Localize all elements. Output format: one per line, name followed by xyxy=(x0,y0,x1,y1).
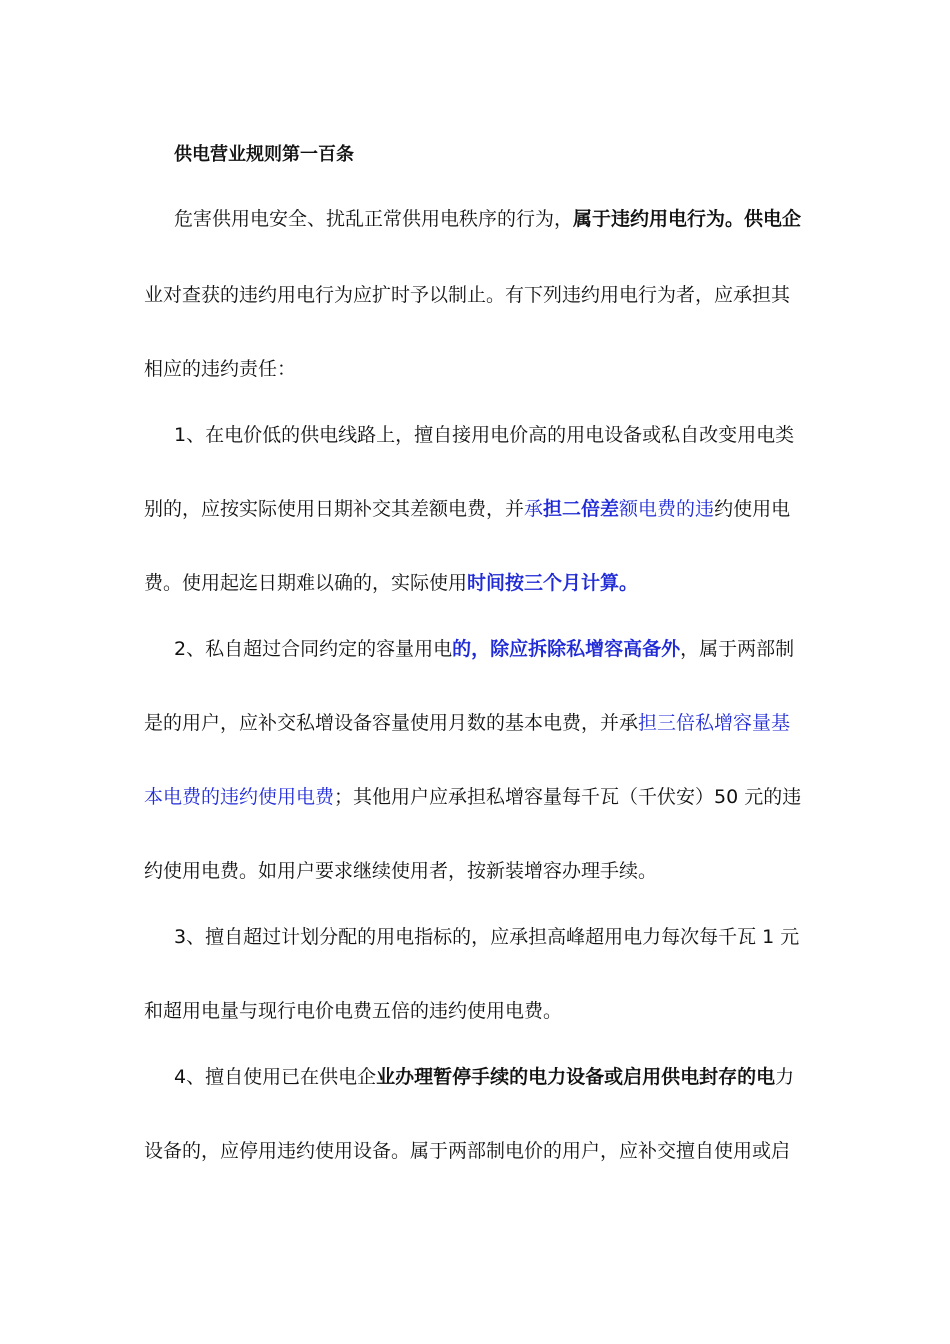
text-run-bold: 业办理暂停手续的电力设备或启用供电封存的电 xyxy=(376,1066,776,1088)
item1-line-2 xyxy=(144,496,814,522)
text-run: 危害供用电安全、扰乱正常供用电秩序的行为， xyxy=(174,208,574,230)
text-run: 有下列违约用电行为者，应承担其 xyxy=(505,284,791,306)
text-run: ，属于两部制 xyxy=(680,638,795,660)
item1-line-1: 1、在电价低的供电线路上，擅自接用电价高的用电设备或私自改变用电类 xyxy=(174,424,795,446)
item4-line-2: 设备的，应停用违约使用设备。属于两部制电价的用户，应补交擅自使用或启 xyxy=(144,1140,791,1162)
item4-line-1 xyxy=(174,1064,814,1090)
text-run-bold: 供电企 xyxy=(744,208,802,230)
text-run: 是的用户，应补交私增设备容量使用月数的基本电费，并承 xyxy=(144,712,639,734)
item2-line-3 xyxy=(144,784,814,810)
text-run-bold: 属于违约用电行为。 xyxy=(573,208,745,230)
highlight-run-bold: 时间按三个月计算。 xyxy=(467,572,639,594)
text-run: 4、擅自使用已在供电企 xyxy=(174,1066,377,1088)
text-run: 约使用电 xyxy=(714,498,791,520)
highlight-run: 本电费的违约使用电费 xyxy=(144,786,335,808)
intro-line-2 xyxy=(144,282,814,308)
highlight-run-bold: 的，除应拆除私增容高备外 xyxy=(452,638,681,660)
text-run: ；其他用户应承担私增容量每千瓦（千伏安）50 元的违 xyxy=(334,786,802,808)
text-run: 2、私自超过合同约定的容量用电 xyxy=(174,638,453,660)
highlight-run-bold: 担二倍差 xyxy=(543,498,620,520)
text-run: 业对查获的违约用电行为应扩时予以制止。 xyxy=(144,284,506,306)
highlight-run: 额电费的违 xyxy=(619,498,715,520)
item2-line-1 xyxy=(174,636,814,662)
text-run: 费。使用起迄日期难以确的，实际使用 xyxy=(144,572,468,594)
intro-line-1 xyxy=(174,206,814,232)
item1-line-3 xyxy=(144,570,814,596)
item2-line-4: 约使用电费。如用户要求继续使用者，按新装增容办理手续。 xyxy=(144,860,658,882)
highlight-run: 承 xyxy=(524,498,544,520)
item3-line-2: 和超用电量与现行电价电费五倍的违约使用电费。 xyxy=(144,1000,563,1022)
item2-line-2 xyxy=(144,710,814,736)
highlight-run: 担三倍私增容量基 xyxy=(638,712,791,734)
item3-line-1: 3、擅自超过计划分配的用电指标的，应承担高峰超用电力每次每千瓦 1 元 xyxy=(174,926,800,948)
intro-line-3: 相应的违约责任： xyxy=(144,358,297,380)
text-run: 力 xyxy=(775,1066,795,1088)
text-run: 别的，应按实际使用日期补交其差额电费，并 xyxy=(144,498,525,520)
document-title: 供电营业规则第一百条 xyxy=(174,144,354,165)
